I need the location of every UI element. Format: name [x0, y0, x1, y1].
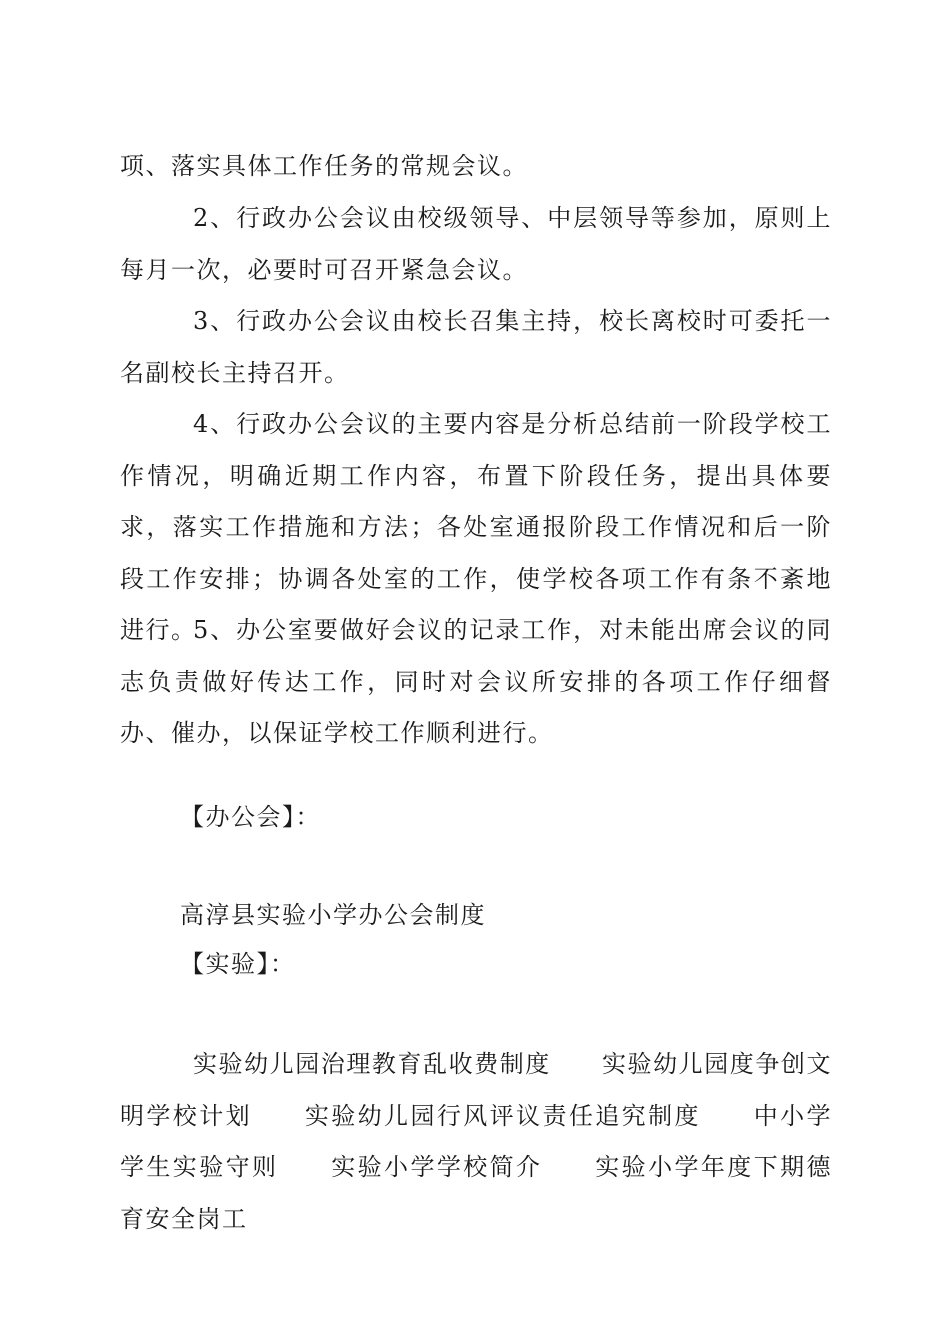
tag-experiment-label: 【实验】：	[180, 950, 296, 978]
paragraph-item-2: 2、行政办公会议由校级领导、中层领导等参加，原则上每月一次，必要时可召开紧急会议。	[120, 204, 832, 284]
paragraph-item-4: 4、行政办公会议的主要内容是分析总结前一阶段学校工作情况，明确近期工作内容，布置下阶段任务，提出具体要求，落实工作措施和方法；各处室通报阶段工作情况和后一阶段工作安排；协调各处室的工作，使学校各项工作有条不紊地进行。	[120, 410, 832, 644]
paragraph-continuation: 项、落实具体工作任务的常规会议。	[120, 152, 528, 180]
related-title: 高淳县实验小学办公会制度	[180, 901, 486, 929]
tag-office-label: 【办公会】：	[180, 803, 321, 831]
paragraph-item-5: 5、办公室要做好会议的记录工作，对未能出席会议的同志负责做好传达工作，同时对会议所安排的各项工作仔细督办、催办，以保证学校工作顺利进行。	[120, 616, 832, 747]
paragraph-item-3: 3、行政办公会议由校长召集主持，校长离校时可委托一名副校长主持召开。	[120, 307, 832, 387]
related-articles-list: 实验幼儿园治理教育乱收费制度 实验幼儿园度争创文明学校计划 实验幼儿园行风评议责任追究制度 中小学学生实验守则 实验小学学校简介 实验小学年度下期德育安全岗工	[120, 1050, 832, 1233]
